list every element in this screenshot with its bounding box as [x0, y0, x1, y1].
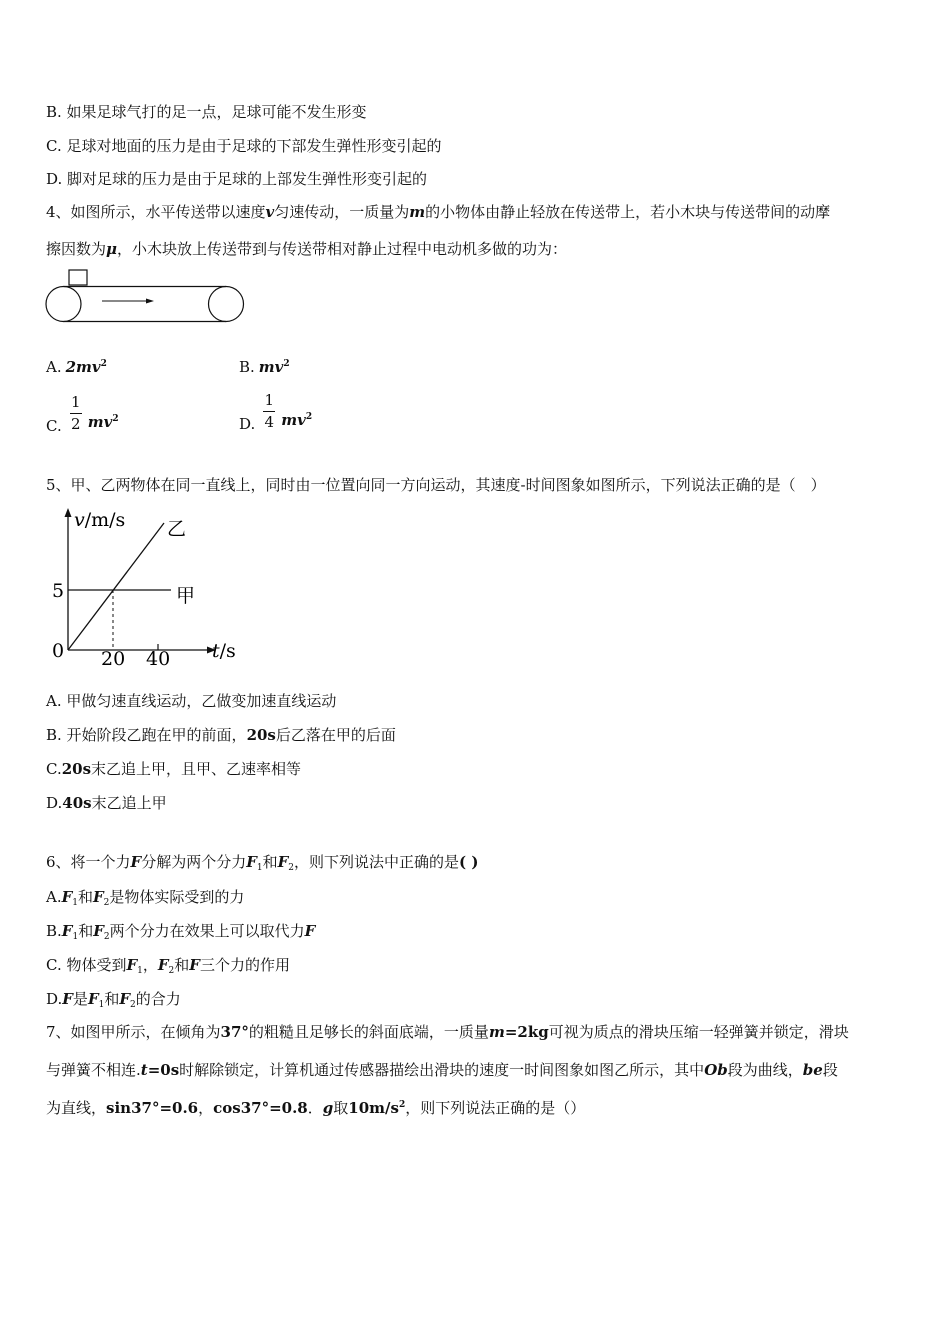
q4-stem-line1: 4、如图所示，水平传送带以速度v匀速传动，一质量为m的小物体由静止轻放在传送带上，若小木块与传送带间的动摩	[46, 203, 831, 221]
q6-option-d: D.F是$F_1$和$F_2$的合力	[46, 990, 181, 1010]
q6-option-c: C. 物体受到$F_1$，$F_2$和F三个力的作用	[46, 956, 290, 976]
label-jia: 甲	[176, 585, 196, 607]
fraction-half: $\frac{1}{2}$	[70, 393, 81, 433]
q3-option-c: C. 足球对地面的压力是由于足球的下部发生弹性形变引起的	[46, 137, 442, 155]
x-tick-label-20: 20	[101, 648, 126, 670]
velocity-time-graph	[44, 500, 244, 675]
block	[69, 270, 87, 285]
q6-stem: 6、将一个力F分解为两个分力$F_1$和$F_2$，则下列说法中正确的是( )	[46, 853, 479, 873]
q3-option-d: D. 脚对足球的压力是由于足球的上部发生弹性形变引起的	[46, 170, 428, 188]
y-tick-label-5: 5	[52, 580, 65, 602]
label-yi: 乙	[167, 518, 187, 540]
fraction-quarter: $\frac{1}{4}$	[264, 391, 275, 431]
q4-option-d: D. $\frac{1}{4}$ $mv^2$	[239, 391, 313, 433]
y-axis-label: v/m/s	[74, 509, 126, 531]
x-tick-label-40: 40	[146, 648, 171, 670]
q6-option-b: $B.F_1$和$F_2$两个分力在效果上可以取代力F	[46, 922, 316, 942]
q5-option-c: C.20s末乙追上甲，且甲、乙速率相等	[46, 760, 302, 778]
q5-option-b: B. 开始阶段乙跑在甲的前面，20s后乙落在甲的后面	[46, 726, 396, 744]
motion-arrowhead	[146, 299, 154, 304]
q7-stem-line1: 7、如图甲所示，在倾角为37°的粗糙且足够长的斜面底端，一质量m=2kg可视为质点的滑块压缩一轻弹簧并锁定，滑块	[46, 1023, 849, 1041]
q4-option-a: A. $2mv^2$	[46, 358, 107, 376]
q3-option-b: B. 如果足球气打的足一点，足球可能不发生形变	[46, 103, 367, 121]
q4-option-b: B. $mv^2$	[239, 358, 290, 376]
q5-option-d: D.40s末乙追上甲	[46, 794, 167, 812]
q7-stem-line2: 与弹簧不相连.t=0s时解除锁定，计算机通过传感器描绘出滑块的速度一时间图象如图乙所示，其中Ob段为曲线，be段	[46, 1061, 838, 1079]
q7-stem-line3: 为直线，sin37°=0.6，cos37°=0.8．g取$10m/s^2$，则下列说法正确的是（）	[46, 1099, 586, 1117]
q5-stem: 5、甲、乙两物体在同一直线上，同时由一位置向同一方向运动，其速度-时间图象如图所示，下列说法正确的是（ ）	[46, 476, 826, 494]
origin-label: 0	[52, 640, 65, 662]
y-axis-arrowhead	[65, 508, 72, 517]
conveyor-belt-figure	[44, 268, 248, 328]
line-yi	[68, 523, 164, 650]
right-pulley	[209, 287, 244, 322]
q5-option-a: A. 甲做匀速直线运动，乙做变加速直线运动	[46, 692, 337, 710]
q6-option-a: $A.F_1$和$F_2$是物体实际受到的力	[46, 888, 245, 908]
x-axis-label: t/s	[212, 640, 236, 662]
q4-option-c: C. $\frac{1}{2}$ $mv^2$	[46, 393, 119, 435]
q4-stem-line2: 擦因数为μ，小木块放上传送带到与传送带相对静止过程中电动机多做的功为：	[46, 240, 568, 258]
left-pulley	[46, 287, 81, 322]
